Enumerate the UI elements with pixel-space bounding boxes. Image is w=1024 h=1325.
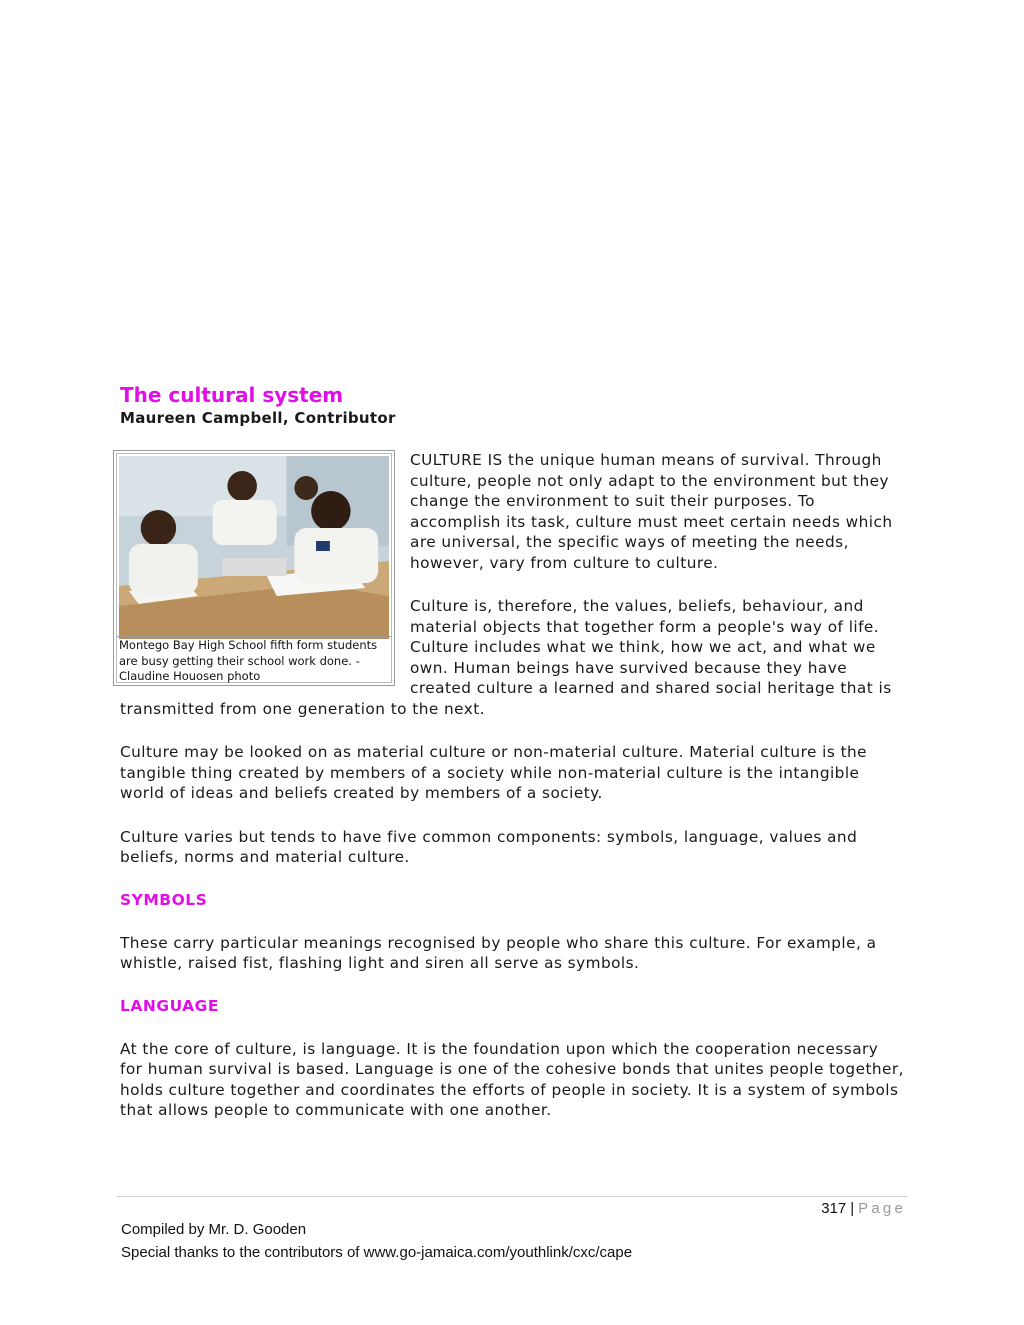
article-byline: Maureen Campbell, Contributor: [120, 409, 396, 427]
paragraph: Culture may be looked on as material culture or non-material culture. Material culture is the tangible thing created by members of a society while non-material culture is the intangible world of ideas and beliefs created by members of a society.: [120, 743, 868, 802]
photo-caption: Montego Bay High School fifth form students are busy getting their school work done. - Claudine Houosen photo: [117, 636, 391, 682]
section-heading-symbols: SYMBOLS: [120, 890, 208, 909]
footer-thanks: Special thanks to the contributors of www.go-jamaica.com/youthlink/cxc/cape: [121, 1244, 633, 1261]
paragraph: At the core of culture, is language. It is the foundation upon which the cooperation necessary for human survival is based. Language is one of the cohesive bonds that unites people together, holds culture together and coordinates the efforts of people in society. It is a system of symbols that allows people to communicate with one another.: [120, 1039, 904, 1119]
page-word: Page: [858, 1200, 906, 1217]
paragraph: Culture varies but tends to have five common components: symbols, language, values and beliefs, norms and material culture.: [120, 827, 858, 866]
article-title: The cultural system: [120, 383, 344, 407]
photo-figure: [113, 450, 395, 686]
footer-compiled-by: Compiled by Mr. D. Gooden: [121, 1221, 307, 1238]
page-number: [821, 1200, 906, 1217]
page-number-separator: |: [850, 1200, 855, 1217]
article: [120, 382, 905, 1144]
paragraph: These carry particular meanings recognised by people who share this culture. For example, a whistle, raised fist, flashing light and siren all serve as symbols.: [120, 933, 877, 972]
page-number-value: 317: [821, 1200, 847, 1217]
paragraph: Culture is, therefore, the values, beliefs, behaviour, and material objects that together form a people's way of life. Culture includes what we think, how we act, and what we own. Human beings have survived because they have created culture a learned and shared social heritage that is transmitted from one generation to the next.: [120, 597, 892, 718]
footer-divider: [117, 1196, 907, 1197]
classroom-photo: [119, 456, 389, 639]
section-heading-language: LANGUAGE: [120, 996, 219, 1015]
paragraph: CULTURE IS the unique human means of survival. Through culture, people not only adapt to the environment but they change the environment to suit their purposes. To accomplish its task, culture must meet certain needs which are universal, the specific ways of meeting the needs, however, vary from culture to culture.: [410, 451, 893, 572]
